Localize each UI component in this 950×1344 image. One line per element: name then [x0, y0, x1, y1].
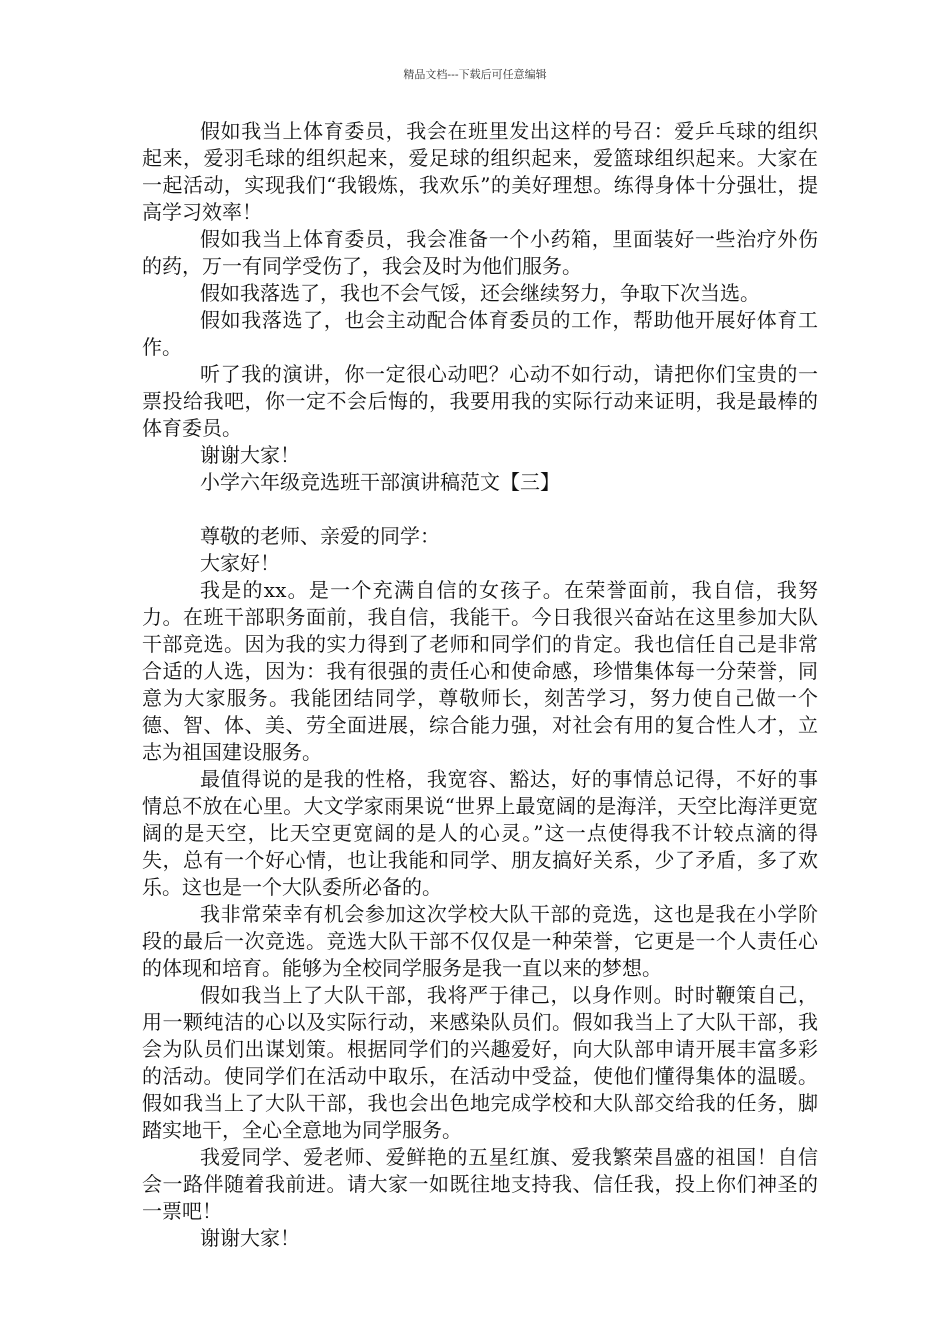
page-header: 精品文档---下载后可任意编辑	[403, 68, 547, 81]
paragraph-personality: 最值得说的是我的性格，我宽容、豁达，好的事情总记得，不好的事情总不放在心里。大文学家雨果说“世界上最宽阔的是海洋，天空比海洋更宽阔的是天空，比天空更宽阔的是人的心灵。”这一点使得我不计较点滴的得失，总有一个好心情，也让我能和同学、朋友搞好关系，少了矛盾，多了欢乐。这也是一个大队委所必备的。	[142, 767, 818, 899]
paragraph-thanks-1: 谢谢大家！	[200, 443, 300, 467]
paragraph-salutation: 尊敬的老师、亲爱的同学：	[200, 524, 440, 548]
paragraph-if-lose-1: 假如我落选了，我也不会气馁，还会继续努力，争取下次当选。	[200, 281, 760, 305]
document-body	[142, 118, 818, 1252]
section-title: 小学六年级竞选班干部演讲稿范文【三】	[200, 470, 560, 494]
paragraph-vote-request: 听了我的演讲，你一定很心动吧？心动不如行动，请把你们宝贵的一票投给我吧，你一定不会后悔的，我要用我的实际行动来证明，我是最棒的体育委员。	[142, 362, 818, 440]
blank-line	[142, 496, 818, 523]
paragraph-honor: 我非常荣幸有机会参加这次学校大队干部的竞选，这也是我在小学阶段的最后一次竞选。竞选大队干部不仅仅是一种荣誉，它更是一个人责任心的体现和培育。能够为全校同学服务是我一直以来的梦想。	[142, 902, 818, 980]
paragraph-love: 我爱同学、爱老师、爱鲜艳的五星红旗、爱我繁荣昌盛的祖国！自信会一路伴随着我前进。请大家一如既往地支持我、信任我，投上你们神圣的一票吧！	[142, 1145, 818, 1223]
paragraph-medicine-box: 假如我当上体育委员，我会准备一个小药箱，里面装好一些治疗外伤的药，万一有同学受伤了，我会及时为他们服务。	[142, 227, 818, 278]
paragraph-greeting: 大家好！	[200, 551, 280, 575]
paragraph-self-intro: 我是的xx。是一个充满自信的女孩子。在荣誉面前，我自信，我努力。在班干部职务面前，我自信，我能干。今日我很兴奋站在这里参加大队干部竞选。因为我的实力得到了老师和同学们的肯定。我也信任自己是非常合适的人选，因为：我有很强的责任心和使命感，珍惜集体每一分荣誉，同意为大家服务。我能团结同学，尊敬师长，刻苦学习，努力使自己做一个德、智、体、美、劳全面进展，综合能力强，对社会有用的复合性人才，立志为祖国建设服务。	[142, 578, 818, 764]
paragraph-if-lose-2: 假如我落选了，也会主动配合体育委员的工作，帮助他开展好体育工作。	[142, 308, 818, 359]
paragraph-sports-call: 假如我当上体育委员，我会在班里发出这样的号召：爱乒乓球的组织起来，爱羽毛球的组织起来，爱足球的组织起来，爱篮球组织起来。大家在一起活动，实现我们“我锻炼，我欢乐”的美好理想。练得身体十分强壮，提高学习效率！	[142, 119, 818, 224]
paragraph-thanks-2: 谢谢大家！	[200, 1226, 300, 1250]
paragraph-if-elected: 假如我当上了大队干部，我将严于律己，以身作则。时时鞭策自己，用一颗纯洁的心以及实际行动，来感染队员们。假如我当上了大队干部，我会为队员们出谋划策。根据同学们的兴趣爱好，向大队部申请开展丰富多彩的活动。使同学们在活动中取乐，在活动中受益，使他们懂得集体的温暖。假如我当上了大队干部，我也会出色地完成学校和大队部交给我的任务，脚踏实地干，全心全意地为同学服务。	[142, 983, 818, 1142]
